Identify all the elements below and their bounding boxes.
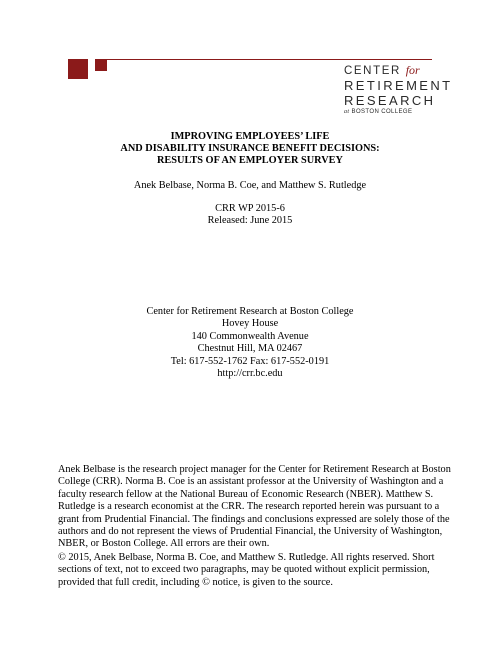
working-paper-number: CRR WP 2015-6 [215, 203, 285, 214]
paper-title [60, 131, 440, 167]
crr-logo [344, 63, 453, 117]
address-line-5: Tel: 617-552-1762 Fax: 617-552-0191 [170, 355, 330, 367]
title-line-2: AND DISABILITY INSURANCE BENEFIT DECISIONS: [120, 143, 380, 154]
logo-retirement-word: RETIREMENT [344, 78, 453, 93]
logo-at-word: at [344, 109, 350, 115]
contact-address [40, 306, 460, 380]
address-line-3: 140 Commonwealth Avenue [191, 330, 309, 342]
bio-line: Rutledge is a research economist at the CRR. The research reported herein was pursuant to a [58, 501, 440, 513]
bio-line: authors and do not represent the views of Prudential Financial, the University of Washington, [58, 526, 443, 538]
logo-square-large [68, 59, 88, 79]
copyright-line: sections of text, not to exceed two paragraphs, may be quoted without explicit permission, [58, 564, 430, 576]
bio-line: grant from Prudential Financial. The findings and conclusions expressed are solely those of the [58, 513, 450, 525]
copyright-line: provided that full credit, including © notice, is given to the source. [58, 576, 333, 588]
logo-for-word: for [405, 63, 420, 77]
bio-line: faculty research fellow at the National Bureau of Economic Research (NBER). Matthew S. [58, 488, 434, 500]
logo-center-word: CENTER [344, 65, 401, 77]
address-line-4: Chestnut Hill, MA 02467 [197, 343, 303, 355]
bio-line: Anek Belbase is the research project manager for the Center for Retirement Research at Boston [58, 464, 451, 475]
logo-boston-college: BOSTON COLLEGE [351, 109, 413, 115]
copyright-paragraph [58, 552, 448, 589]
address-line-1: Center for Retirement Research at Boston College [146, 306, 354, 317]
title-line-3: RESULTS OF AN EMPLOYER SURVEY [157, 155, 343, 166]
address-url[interactable]: http://crr.bc.edu [217, 368, 283, 380]
logo-research-word: RESEARCH [344, 93, 436, 108]
release-date: Released: June 2015 [207, 215, 293, 226]
bio-line: College (CRR). Norma B. Coe is an assistant professor at the University of Washington and a [58, 476, 444, 488]
copyright-line: © 2015, Anek Belbase, Norma B. Coe, and Matthew S. Rutledge. All rights reserved. Short [58, 552, 435, 563]
author-bio-paragraph [58, 464, 451, 551]
paper-authors: Anek Belbase, Norma B. Coe, and Matthew S. Rutledge [133, 180, 367, 191]
logo-rule-line [95, 59, 432, 60]
address-line-2: Hovey House [221, 318, 279, 330]
bio-line: NBER, or Boston College. All errors are their own. [58, 538, 270, 550]
logo-square-small [95, 59, 107, 71]
title-line-1: IMPROVING EMPLOYEES’ LIFE [170, 131, 330, 142]
